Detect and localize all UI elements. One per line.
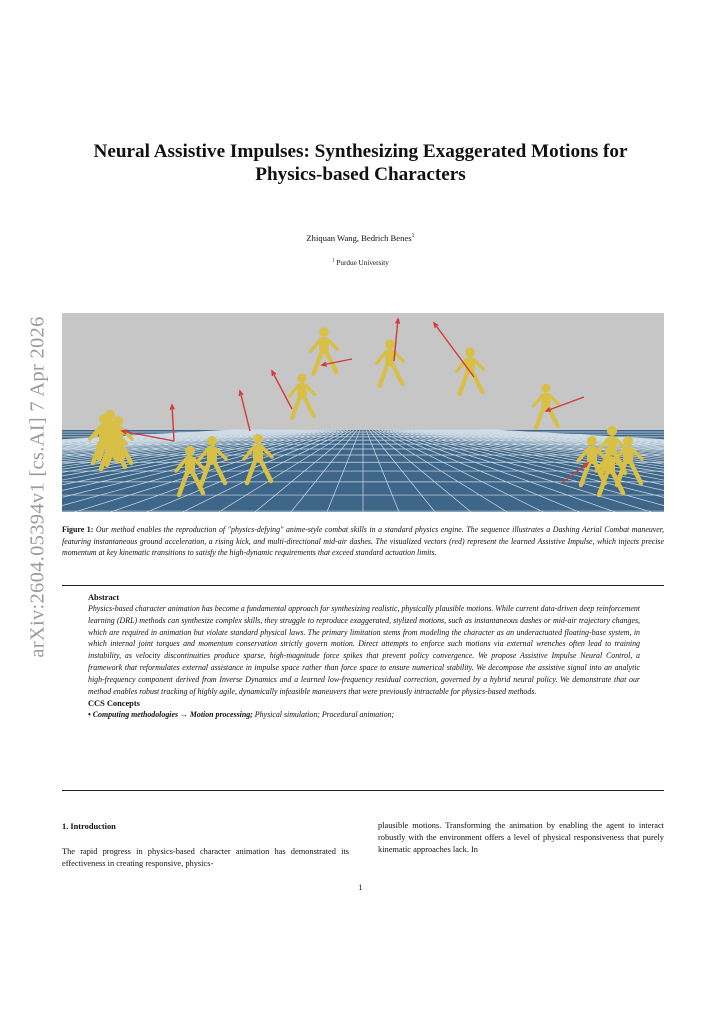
character-head (607, 426, 617, 436)
teaser-render (62, 313, 664, 512)
figure-caption (62, 524, 664, 559)
introduction-heading: 1. Introduction (62, 822, 116, 831)
affiliation-name: Purdue University (336, 259, 389, 267)
sky-background (62, 313, 664, 433)
character-head (623, 436, 633, 446)
author-names: Zhiquan Wang, Bedrich Benes (306, 233, 412, 243)
character-head (185, 446, 195, 456)
character-head (319, 327, 329, 337)
character-head (298, 374, 307, 383)
introduction-left-column: The rapid progress in physics-based character animation has demonstrated its effectiveness in creating responsive, physics- (62, 847, 349, 869)
figure-label: Figure 1: (62, 525, 94, 534)
abstract-block (88, 592, 640, 720)
character-head (605, 446, 615, 456)
ccs-keywords: Physical simulation; Procedural animation; (254, 710, 395, 720)
character-head (465, 347, 475, 357)
figure-caption-text: Our method enables the reproduction of "physics-defying" anime-style combat skills in a standard physics engine. The sequence illustrates a Dashing Aerial Combat maneuver, featuring instantaneous ground acceleration, a rising kick, and multi-directional mid-air dashes. The visualized vectors (red) represent the learned Assistive Impulse, which injects precise momentum at key kinematic transitions to satisfy the high-dynamic requirements that exceed standard actuation limits. (62, 525, 664, 558)
character-head (207, 436, 217, 446)
ccs-subcategory: Motion processing; (189, 710, 253, 720)
introduction-right-column: plausible motions. Transforming the animation by enabling the agent to interact robustly with the environment offers a level of physical responsiveness that purely kinematic approaches lack. In (378, 821, 664, 855)
ccs-category: Computing methodologies (92, 710, 179, 720)
abstract-bottom-rule (62, 790, 664, 791)
character-head (253, 434, 263, 444)
page-number: 1 (358, 883, 363, 892)
abstract-top-rule (62, 585, 664, 586)
paper-title: Neural Assistive Impulses: Synthesizing Exaggerated Motions for Physics-based Characters (93, 141, 628, 185)
affiliation (60, 259, 661, 267)
character-head (105, 410, 115, 420)
teaser-figure (62, 313, 664, 512)
author-affiliation-mark: 1 (411, 233, 415, 240)
ccs-concepts (88, 709, 640, 720)
character-head (385, 339, 395, 349)
author-list (60, 233, 661, 243)
ccs-arrow: → (180, 710, 188, 720)
ccs-heading: CCS Concepts (88, 699, 140, 709)
ccs-bullet: • (88, 710, 91, 720)
abstract-text: Physics-based character animation has become a fundamental approach for synthesizing realistic, physically plausible motions. While current data-driven deep reinforcement learning (DRL) methods can synthesize complex skills, they struggle to reproduce exaggerated, stylized motions, such as instantaneous dashes or mid-air trajectory changes, which are required in animation but violate standard physical laws. The primary limitation stems from modeling the character as an underactuated floating-base system, in which internal joint torques and momentum conservation strictly govern motion. Direct attempts to enforce such motions via external wrenches often lead to training instability, as velocity discontinuities produce sparse, high-magnitude force spikes that prevent policy convergence. We propose Assistive Impulse Neural Control, a framework that reformulates external assistance in impulse space rather than force space to ensure numerical stability. We decompose the assistive signal into an analytic high-frequency component derived from Inverse Dynamics and a learned low-frequency residual correction, governed by a hybrid neural policy. We demonstrate that our method enables robust tracking of highly agile, dynamically infeasible maneuvers that were previously intractable for physics-based methods. (88, 604, 640, 696)
character-head (542, 384, 551, 393)
affiliation-mark: 1 (332, 258, 335, 264)
arxiv-identifier-stamp: arXiv:2604.05394v1 [cs.AI] 7 Apr 2026 (26, 316, 49, 658)
character-head (587, 436, 597, 446)
abstract-heading: Abstract (88, 593, 120, 602)
